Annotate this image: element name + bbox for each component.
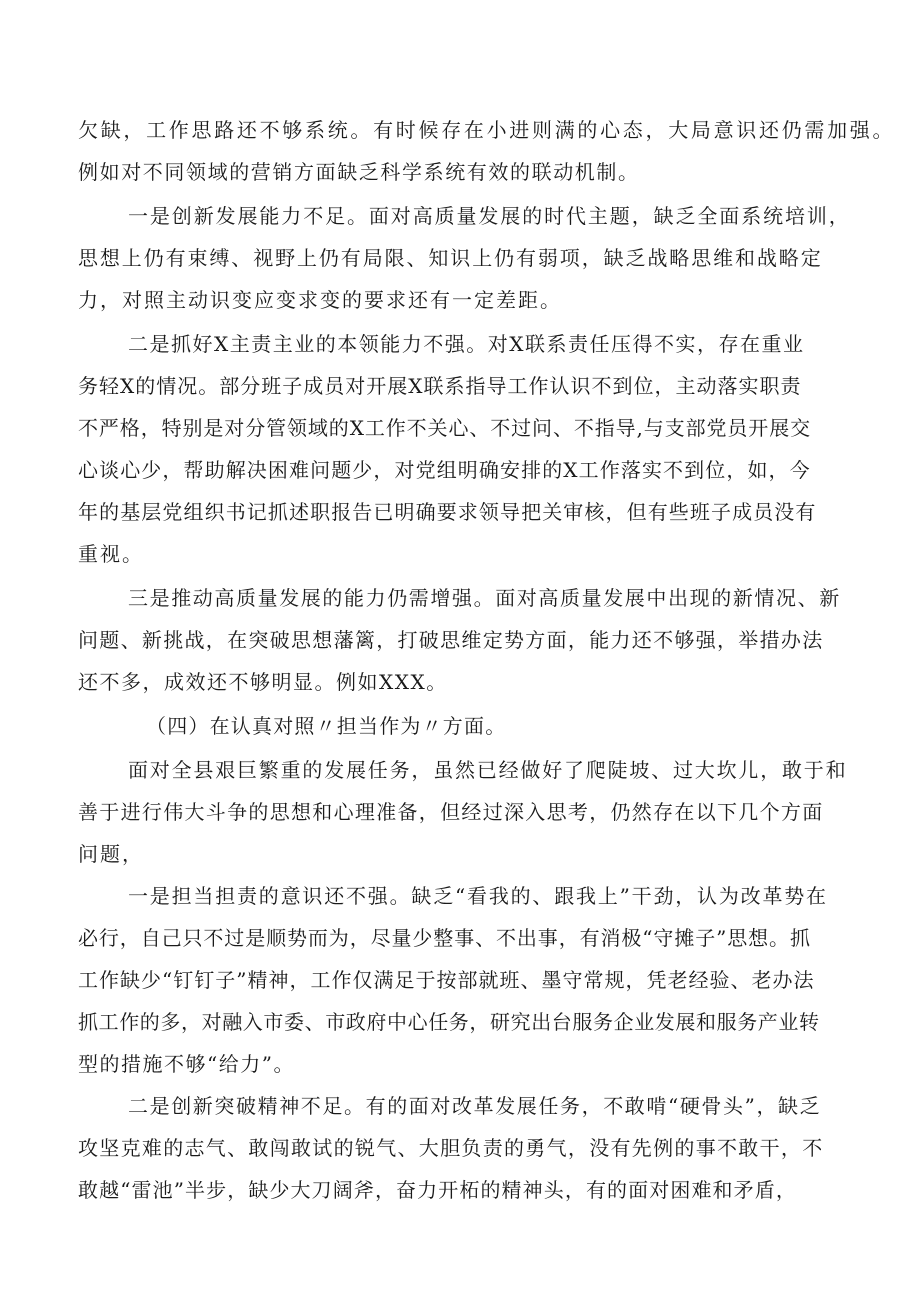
text-line: 欠缺，工作思路还不够系统。有时候存在小进则满的心态，大局意识还仍需加强。 (78, 118, 896, 142)
text-line: 还不多，成效还不够明显。例如XXX。 (78, 670, 448, 694)
text-line: 一是创新发展能力不足。面对高质量发展的时代主题，缺乏全面系统培训， (128, 204, 851, 228)
text-line: 一是担当担责的意识还不强。缺乏“看我的、跟我上”干劲，认为改革势在 (128, 884, 828, 908)
text-line: 心谈心少，帮助解决困难问题少，对党组明确安排的X工作落实不到位，如，今 (78, 458, 811, 482)
text-line: 例如对不同领域的营销方面缺乏科学系统有效的联动机制。 (78, 160, 640, 184)
text-line: 重视。 (78, 542, 144, 566)
text-line: 三是推动高质量发展的能力仍需增强。面对高质量发展中出现的新情况、新 (128, 586, 841, 610)
text-line: 攻坚克难的志气、敢闯敢试的锐气、大胆负责的勇气，没有先例的事不敢干，不 (78, 1136, 824, 1160)
text-line: 年的基层党组织书记抓述职报告已明确要求领导把关审核，但有些班子成员没有 (78, 500, 817, 524)
text-line: 抓工作的多，对融入市委、市政府中心任务，研究出台服务企业发展和服务产业转 (78, 1010, 820, 1034)
text-line: 必行，自己只不过是顺势而为，尽量少整事、不出事，有消极“守摊子”思想。抓 (78, 926, 811, 950)
text-line: 敢越“雷池”半步，缺少大刀阔斧，奋力开柘的精神头，有的面对困难和矛盾， (78, 1178, 797, 1202)
text-line: 思想上仍有束缚、视野上仍有局限、知识上仍有弱项，缺乏战略思维和战略定 (78, 246, 823, 270)
text-line: 二是创新突破精神不足。有的面对改革发展任务，不敢啃“硬骨头”，缺乏 (128, 1094, 822, 1118)
text-line: 问题， (78, 842, 144, 866)
text-line: 力，对照主动识变应变求变的要求还有一定差距。 (78, 288, 562, 312)
text-line: 型的措施不够“给力”。 (78, 1052, 295, 1076)
section-heading: （四）在认真对照〃担当作为〃方面。 (146, 714, 507, 738)
text-line: 工作缺少“钉钉子”精神，工作仅满足于按部就班、墨守常规，凭老经验、老办法 (78, 968, 815, 992)
text-line: 问题、新挑战，在突破思想藩篱，打破思维定势方面，能力还不够强，举措办法 (78, 628, 824, 652)
text-line: 二是抓好X主责主业的本领能力不强。对X联系责任压得不实，存在重业 (128, 332, 805, 356)
text-line: 善于进行伟大斗争的思想和心理准备，但经过深入思考，仍然存在以下几个方面 (78, 800, 824, 824)
text-line: 面对全县艰巨繁重的发展任务，虽然已经做好了爬陡坡、过大坎儿，敢于和 (128, 758, 848, 782)
text-line: 务轻X的情况。部分班子成员对开展X联系指导工作认识不到位，主动落实职责 (78, 374, 802, 398)
text-line: 不严格，特别是对分管领域的X工作不关心、不过问、不指导,与支部党员开展交 (78, 416, 811, 440)
